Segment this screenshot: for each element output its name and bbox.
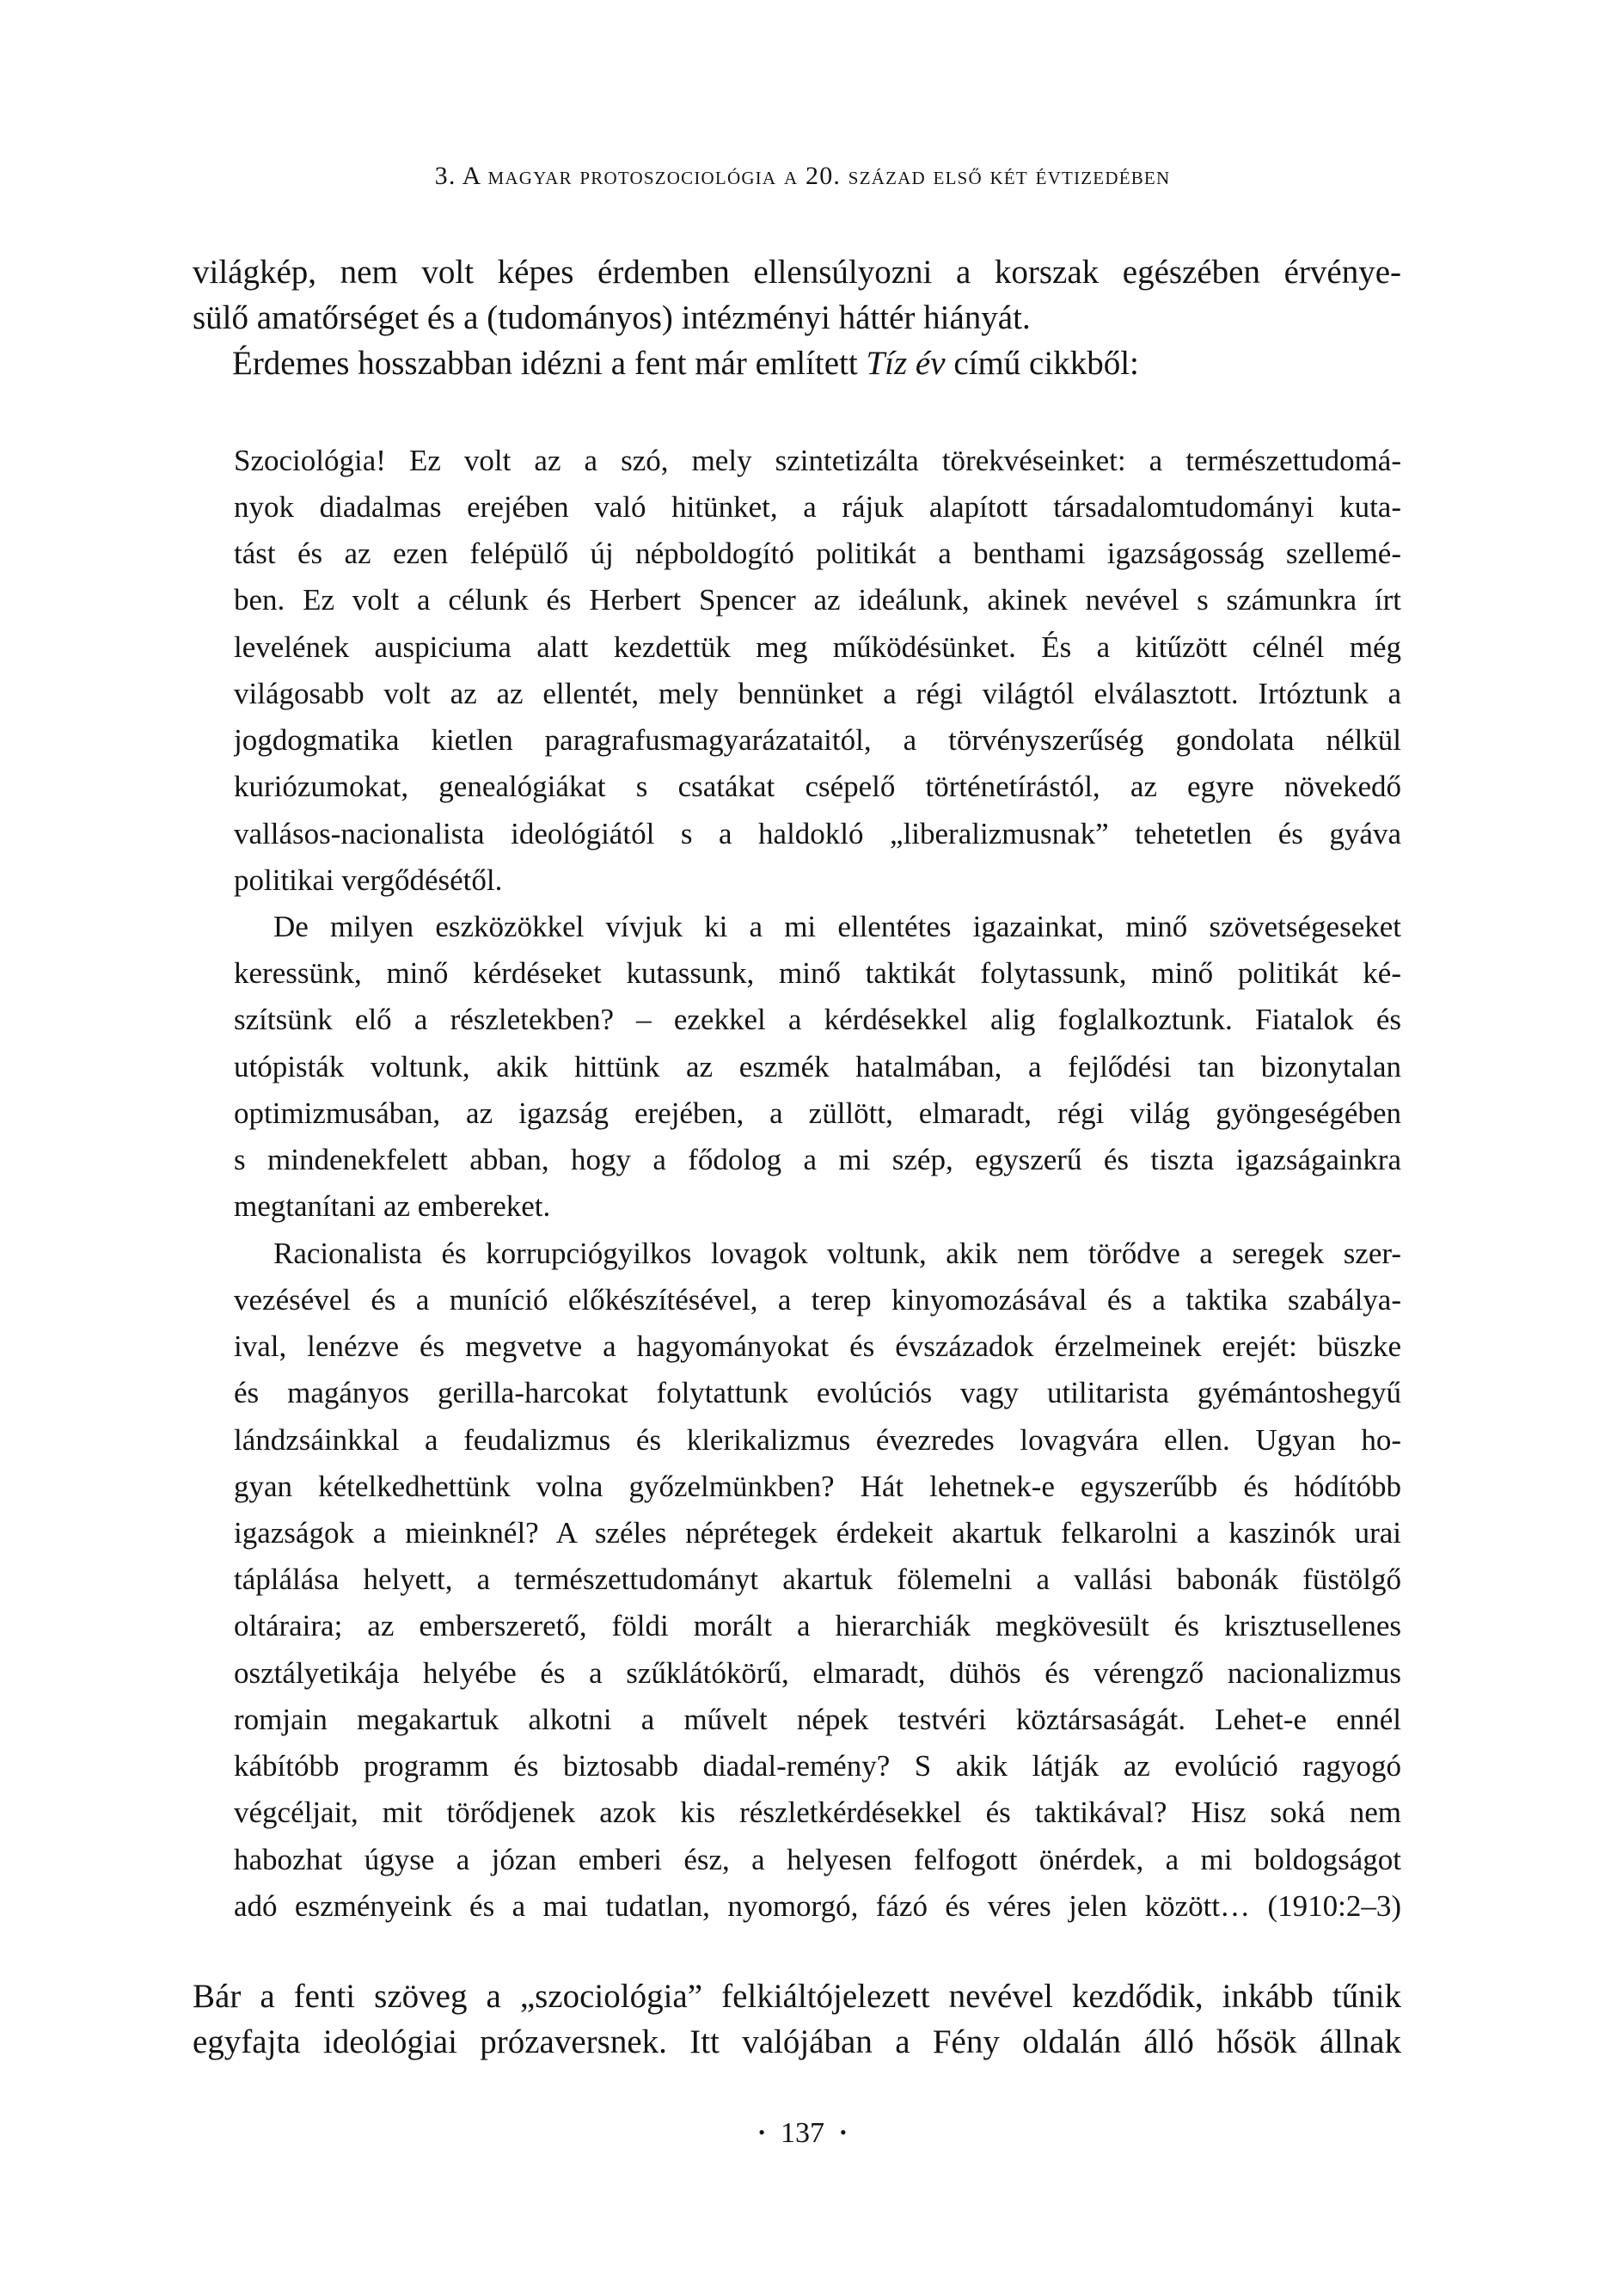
intro-lead-after: című cikkből: — [945, 345, 1139, 382]
quote-line: világosabb volt az az ellentét, mely bennünket a régi világtól elválasztott. Irtóztunk a — [234, 677, 1401, 710]
quote-line: Racionalista és korrupciógyilkos lovagok voltunk, akik nem törődve a seregek szer- — [273, 1237, 1401, 1270]
quote-line: levelének auspiciuma alatt kezdettük meg működésünket. És a kitűzött célnél még — [234, 630, 1401, 664]
quote-line: ben. Ez volt a célunk és Herbert Spencer az ideálunk, akinek nevével s számunkra írt — [234, 583, 1401, 617]
quote-line: utópisták voltunk, akik hittünk az eszmék hatalmában, a fejlődési tan bizonytalan — [234, 1050, 1401, 1084]
quote-line: ival, lenézve és megvetve a hagyományokat és évszázadok érzelmeinek erejét: büszke — [234, 1329, 1401, 1363]
quote-line: megtanítani az embereket. — [234, 1189, 551, 1223]
quote-line: keressünk, minő kérdéseket kutassunk, minő taktikát folytassunk, minő politikát ké- — [234, 956, 1401, 990]
quote-line: tást és az ezen felépülő új népboldogító politikát a benthami igazságosság szellemé- — [234, 537, 1401, 570]
quote-line: romjain megakartuk alkotni a művelt népek testvéri köztársaságát. Lehet-e ennél — [234, 1703, 1401, 1736]
quote-line: oltáraira; az emberszerető, földi morált a hierarchiák megkövesült és krisztusellenes — [234, 1609, 1401, 1642]
quote-line: igazságok a mieinknél? A széles néprétegek érdekeit akartuk felkarolni a kaszinók urai — [234, 1516, 1401, 1550]
intro-lead-before: Érdemes hosszabban idézni a fent már említett — [232, 345, 867, 382]
running-head: 3. A magyar protoszociológia a 20. század első két évtizedében — [434, 162, 1171, 190]
quote-line: végcéljait, mit törődjenek azok kis részletkérdésekkel és taktikával? Hisz soká nem — [234, 1796, 1401, 1829]
body-line: Bár a fenti szöveg a „szociológia” felkiáltójelezett nevével kezdődik, inkább tűnik — [193, 1978, 1401, 2015]
quote-line: táplálása helyett, a természettudományt akartuk fölemelni a vallási babonák füstölgő — [234, 1562, 1401, 1596]
quote-line: Szociológia! Ez volt az a szó, mely szintetizálta törekvéseinket: a természettudomá- — [234, 444, 1401, 477]
body-line: egyfajta ideológiai prózaversnek. Itt valójában a Fény oldalán álló hősök állnak — [193, 2023, 1401, 2060]
cited-article-title: Tíz év — [866, 345, 946, 382]
body-line: sülő amatőrséget és a (tudományos) intézményi háttér hiányát. — [193, 299, 1031, 336]
quote-line: jogdogmatika kietlen paragrafusmagyarázataitól, a törvényszerűség gondolata nélkül — [234, 723, 1401, 757]
quote-line: optimizmusában, az igazság erejében, a züllött, elmaradt, régi világ gyöngeségében — [234, 1096, 1401, 1130]
ornament-bullet-icon: • — [840, 2121, 847, 2143]
quote-line: s mindenekfelett abban, hogy a fődolog a mi szép, egyszerű és tiszta igazságainkra — [234, 1143, 1401, 1176]
quote-line: kábítóbb programm és biztosabb diadal-remény? S akik látják az evolúció ragyogó — [234, 1749, 1401, 1783]
quote-line: De milyen eszközökkel vívjuk ki a mi ellentétes igazainkat, minő szövetségeseket — [273, 910, 1401, 943]
quote-line: vezésével és a muníció előkészítésével, a terep kinyomozásával és a taktika szabálya- — [234, 1283, 1401, 1317]
quote-line: osztályetikája helyébe és a szűklátókörű, elmaradt, dühös és vérengző nacionalizmus — [234, 1656, 1401, 1690]
page-number-value: 137 — [781, 2117, 824, 2149]
page-number — [0, 2117, 1605, 2150]
body-line: világkép, nem volt képes érdemben ellensúlyozni a korszak egészében érvénye- — [193, 254, 1401, 291]
intro-lead-line — [232, 344, 1401, 390]
ornament-bullet-icon: • — [758, 2121, 765, 2143]
quote-line: vallásos-nacionalista ideológiától s a haldokló „liberalizmusnak” tehetetlen és gyáva — [234, 817, 1401, 850]
quote-line: szítsünk elő a részletekben? – ezekkel a kérdésekkel alig foglalkoztunk. Fiatalok és — [234, 1003, 1401, 1036]
quote-line: adó eszményeink és a mai tudatlan, nyomorgó, fázó és véres jelen között… (1910:2–3) — [234, 1889, 1401, 1923]
quote-line: nyok diadalmas erejében való hitünket, a rájuk alapított társadalomtudományi kuta- — [234, 490, 1401, 524]
quote-line: gyan kételkedhettünk volna győzelmünkben? Hát lehetnek-e egyszerűbb és hódítóbb — [234, 1470, 1401, 1503]
quote-line: habozhat úgyse a józan emberi ész, a helyesen felfogott önérdek, a mi boldogságot — [234, 1843, 1401, 1876]
quote-line: politikai vergődésétől. — [234, 863, 503, 897]
quote-line: lándzsáinkkal a feudalizmus és klerikalizmus évezredes lovagvára ellen. Ugyan ho- — [234, 1423, 1401, 1457]
quote-line: és magányos gerilla-harcokat folytattunk evolúciós vagy utilitarista gyémántoshegyű — [234, 1376, 1401, 1409]
quote-line: kuriózumokat, genealógiákat s csatákat csépelő történetírástól, az egyre növekedő — [234, 770, 1401, 803]
